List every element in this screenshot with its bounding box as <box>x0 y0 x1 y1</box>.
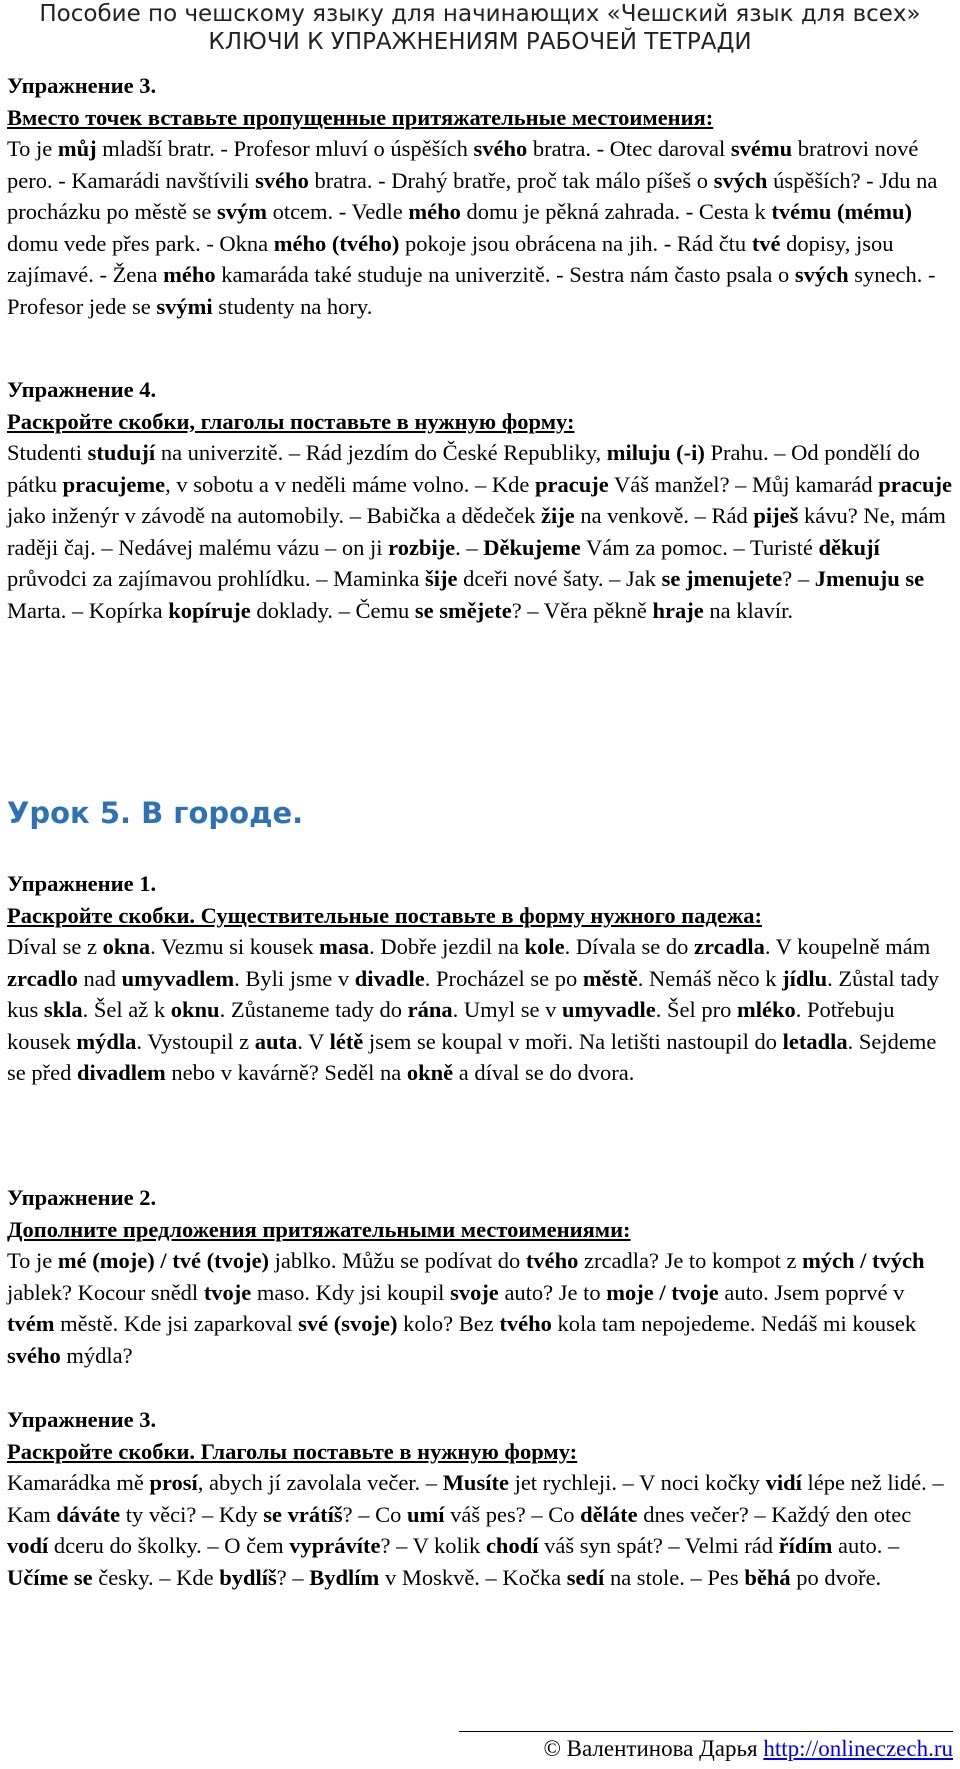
answer-word: řídím <box>778 1533 833 1558</box>
answer-word: svého <box>473 136 528 161</box>
text-run: . Vystoupil z <box>136 1028 255 1054</box>
answer-word: svými <box>156 293 213 319</box>
answer-word: umyvadle <box>562 997 656 1022</box>
text-run: Prahu. – Od pondělí do pátku <box>7 440 920 497</box>
answer-word: bydlíš <box>219 1564 277 1590</box>
text-run: Díval se z <box>7 934 103 959</box>
answer-word: můj <box>57 136 97 161</box>
answer-word: tvém <box>7 1311 55 1336</box>
text-run: synech. - Profesor jede se <box>7 262 936 319</box>
answer-word: běhá <box>744 1564 791 1590</box>
answer-word: kole <box>524 934 565 959</box>
answer-word: se jmenujete <box>661 566 783 591</box>
answer-word: miluju (-i) <box>606 440 705 465</box>
text-run: jablek? Kocour snědl <box>7 1279 204 1305</box>
text-run: auto? Je to <box>498 1279 607 1305</box>
answer-word: se vrátíš <box>263 1501 343 1527</box>
text-run: To je <box>7 136 58 161</box>
footer-author: © Валентинова Дарья <box>543 1736 764 1761</box>
text-run: . V koupelně mám <box>764 934 931 959</box>
text-run: pokoje jsou obrácena na jih. - Rád čtu <box>399 230 752 256</box>
footer-link[interactable]: http://onlineczech.ru <box>763 1736 953 1761</box>
text-run: mýdla? <box>60 1342 133 1368</box>
footer <box>543 1733 953 1764</box>
answer-word: tvoje <box>203 1279 252 1305</box>
text-run: na stole. – Pes <box>604 1564 745 1590</box>
answer-word: rána <box>407 997 453 1022</box>
answer-word: Učíme se <box>7 1564 93 1590</box>
answer-word: děkují <box>818 534 880 560</box>
text-run: To je <box>7 1248 58 1273</box>
text-run: kávu? Ne, mám raději čaj. – Nedávej malému vázu – on ji <box>7 503 946 560</box>
answer-word: moje / tvoje <box>606 1279 719 1305</box>
answer-word: své (svoje) <box>298 1311 398 1336</box>
answer-word: oknu <box>170 997 220 1022</box>
exercise-block <box>7 70 953 322</box>
answer-word: divadle <box>354 965 425 991</box>
exercise-instruction: Раскройте скобки, глаголы поставьте в нужную форму: <box>7 408 575 434</box>
answer-word: auta <box>254 1028 298 1054</box>
answer-word: Bydlím <box>309 1564 380 1590</box>
answer-word: mého <box>408 199 461 224</box>
answer-word: skla <box>43 997 83 1022</box>
exercise-block <box>7 868 953 1089</box>
text-run: . Dívala se do <box>564 934 695 959</box>
answer-word: pracujeme <box>62 471 166 497</box>
answer-word: masa <box>319 934 370 959</box>
text-run: . Vezmu si kousek <box>150 934 320 959</box>
text-run: úspěších? - Jdu na procházku po městě se <box>7 167 938 224</box>
text-run: v Moskvě. – Kočka <box>379 1564 567 1590</box>
answer-word: svých <box>794 262 849 287</box>
text-run: bratrovi nové pero. - Kamarádi navštívili <box>7 136 919 193</box>
text-run: studenty na hory. <box>212 293 373 319</box>
exercise-text <box>7 133 953 322</box>
answer-word: Musíte <box>442 1470 509 1495</box>
text-run: domu je pěkná zahrada. - Cesta k <box>460 199 772 224</box>
answer-word: mléko <box>737 997 796 1022</box>
text-run: dceru do školky. – O čem <box>48 1533 290 1558</box>
text-run: na univerzitě. – Rád jezdím do České Republiky, <box>155 440 607 465</box>
text-run: dceři nové šaty. – Jak <box>457 566 662 591</box>
text-run: a díval se do dvora. <box>453 1060 635 1085</box>
answer-word: svým <box>216 199 267 224</box>
text-run: kola tam nepojedeme. Nedáš mi kousek <box>551 1311 917 1336</box>
answer-word: studují <box>87 440 156 465</box>
exercise-title: Упражнение 3. <box>7 73 157 98</box>
answer-word: létě <box>329 1028 364 1054</box>
text-run: Váš manžel? – Můj kamarád <box>608 471 879 497</box>
text-run: lépe než lidé. – Kam <box>7 1470 944 1527</box>
exercise-instruction: Раскройте скобки. Существительные поставьте в форму нужного падежа: <box>7 902 762 928</box>
text-run: na klavír. <box>703 597 794 623</box>
answer-word: svoje <box>450 1279 499 1305</box>
answer-word: letadla <box>782 1028 848 1054</box>
text-run: dopisy, jsou zajímavé. - Žena <box>7 230 894 287</box>
answer-word: mého <box>163 262 216 287</box>
text-run: doklady. – Čemu <box>250 597 415 623</box>
answer-word: svého <box>255 167 309 193</box>
answer-word: rozbije <box>388 534 456 560</box>
exercise-title: Упражнение 3. <box>7 1407 157 1432</box>
text-run: . Potřebuju kousek <box>7 997 895 1054</box>
text-run: po dvoře. <box>790 1564 882 1590</box>
text-run: váš syn spát? – Velmi rád <box>538 1533 779 1558</box>
text-run: ? – <box>276 1564 310 1590</box>
exercise-instruction: Раскройте скобки. Глаголы поставьте в нужную форму: <box>7 1438 578 1464</box>
answer-word: svého <box>7 1342 61 1368</box>
answer-word: mýdla <box>76 1028 137 1054</box>
answer-word: umyvadlem <box>121 965 235 991</box>
exercise-block <box>7 1182 953 1371</box>
text-run: , v sobotu a v neděli máme volno. – Kde <box>165 471 536 497</box>
exercise-block <box>7 374 953 626</box>
answer-word: městě <box>582 965 638 991</box>
answer-word: piješ <box>753 503 799 528</box>
exercise-text <box>7 1245 953 1371</box>
text-run: Studenti <box>7 440 88 465</box>
text-run: , abych jí zavolala večer. – <box>197 1470 443 1495</box>
answer-word: žije <box>540 503 575 528</box>
text-run: Kamarádka mě <box>7 1470 150 1495</box>
text-run: . Šel až k <box>82 997 171 1022</box>
text-run: ? – <box>782 566 815 591</box>
text-run: jsem se koupal v moři. Na letišti nastoupil do <box>363 1028 783 1054</box>
text-run: kamaráda také studuje na univerzitě. - Sestra nám často psala o <box>215 262 795 287</box>
exercise-block <box>7 1404 953 1593</box>
text-run: . Zůstal tady kus <box>7 965 940 1022</box>
answer-word: divadlem <box>76 1060 166 1085</box>
answer-word: dáváte <box>56 1501 121 1527</box>
text-run: česky. – Kde <box>92 1564 220 1590</box>
exercise-instruction: Дополните предложения притяжательными местоимениями: <box>7 1216 631 1242</box>
answer-word: zrcadla <box>694 934 765 959</box>
text-run: jet rychleji. – V noci kočky <box>508 1470 766 1495</box>
text-run: mladší bratr. - Profesor mluví o úspěších <box>96 136 474 161</box>
text-run: jablko. Můžu se podívat do <box>269 1248 526 1273</box>
answer-word: okna <box>102 934 151 959</box>
text-run: ? – V kolik <box>380 1533 486 1558</box>
text-run: . Umyl se v <box>452 997 563 1022</box>
exercise-text <box>7 437 953 626</box>
answer-word: svému <box>730 136 793 161</box>
text-run: auto. Jsem poprvé v <box>718 1279 905 1305</box>
text-run: nebo v kavárně? Seděl na <box>165 1060 407 1085</box>
exercise-title: Упражнение 2. <box>7 1185 157 1210</box>
lesson-heading: Урок 5. В городе. <box>7 796 304 830</box>
answer-word: tvého <box>525 1248 579 1273</box>
text-run: maso. Kdy jsi koupil <box>251 1279 451 1305</box>
text-run: Marta. – Kopírka <box>7 597 169 623</box>
text-run: . – <box>455 534 484 560</box>
text-run: . Sejdeme se před <box>7 1028 937 1085</box>
text-run: auto. – <box>832 1533 900 1558</box>
exercise-title: Упражнение 1. <box>7 871 157 896</box>
text-run: . V <box>297 1028 330 1054</box>
text-run: dnes večer? – Každý den otec <box>637 1501 912 1527</box>
exercise-text <box>7 1467 953 1593</box>
answer-word: vidí <box>765 1470 802 1495</box>
text-run: otcem. - Vedle <box>266 199 409 224</box>
answer-word: se smějete <box>414 597 512 623</box>
text-run: bratra. - Otec daroval <box>527 136 731 161</box>
answer-word: mých / tvých <box>802 1248 925 1273</box>
text-run: kolo? Bez <box>397 1311 500 1336</box>
text-run: ? – Věra pěkně <box>511 597 653 623</box>
text-run: . Dobře jezdil na <box>369 934 525 959</box>
answer-word: tvému (mému) <box>771 199 912 224</box>
text-run: . Byli jsme v <box>234 965 355 991</box>
text-run: . Šel pro <box>655 997 738 1022</box>
answer-word: svých <box>713 167 768 193</box>
text-run: ? – Co <box>342 1501 407 1527</box>
answer-word: kopíruje <box>168 597 251 623</box>
text-run: . Zůstaneme tady do <box>219 997 408 1022</box>
answer-word: okně <box>406 1060 454 1085</box>
answer-word: pracuje <box>878 471 952 497</box>
footer-divider <box>459 1731 953 1732</box>
exercise-text <box>7 931 953 1089</box>
text-run: ty věci? – Kdy <box>120 1501 264 1527</box>
header-subtitle: КЛЮЧИ К УПРАЖНЕНИЯМ РАБОЧЕЙ ТЕТРАДИ <box>208 29 752 55</box>
answer-word: zrcadlo <box>7 965 78 991</box>
header-title: Пособие по чешскому языку для начинающих «Чешский язык для всех» <box>39 1 921 27</box>
text-run: zrcadla? Je to kompot z <box>578 1248 803 1273</box>
answer-word: umí <box>406 1501 445 1527</box>
answer-word: šije <box>425 566 458 591</box>
answer-word: mého (tvého) <box>273 230 400 256</box>
text-run: domu vede přes park. - Okna <box>7 230 274 256</box>
answer-word: Děkujeme <box>483 534 581 560</box>
answer-word: pracuje <box>535 471 609 497</box>
text-run: Vám za pomoc. – Turisté <box>580 534 819 560</box>
text-run: . Procházel se po <box>424 965 583 991</box>
answer-word: vyprávíte <box>289 1533 381 1558</box>
answer-word: děláte <box>580 1501 638 1527</box>
text-run: váš pes? – Co <box>444 1501 581 1527</box>
answer-word: jídlu <box>782 965 828 991</box>
text-run: nad <box>77 965 122 991</box>
answer-word: vodí <box>7 1533 49 1558</box>
answer-word: hraje <box>652 597 704 623</box>
exercise-instruction: Вместо точек вставьте пропущенные притяжательные местоимения: <box>7 104 714 130</box>
text-run: městě. Kde jsi zaparkoval <box>54 1311 299 1336</box>
text-run: na venkově. – Rád <box>574 503 754 528</box>
answer-word: chodí <box>485 1533 539 1558</box>
answer-word: tvého <box>499 1311 552 1336</box>
answer-word: sedí <box>566 1564 605 1590</box>
exercise-title: Упражнение 4. <box>7 377 157 402</box>
answer-word: Jmenuju se <box>814 566 925 591</box>
text-run: průvodci za zajímavou prohlídku. – Maminka <box>7 566 426 591</box>
answer-word: mé (moje) / tvé (tvoje) <box>57 1248 270 1273</box>
answer-word: tvé <box>751 230 781 256</box>
text-run: jako inženýr v závodě na automobily. – Babička a dědeček <box>7 503 541 528</box>
text-run: bratra. - Drahý bratře, proč tak málo píšeš o <box>308 167 714 193</box>
answer-word: prosí <box>149 1470 198 1495</box>
text-run: . Nemáš něco k <box>637 965 783 991</box>
